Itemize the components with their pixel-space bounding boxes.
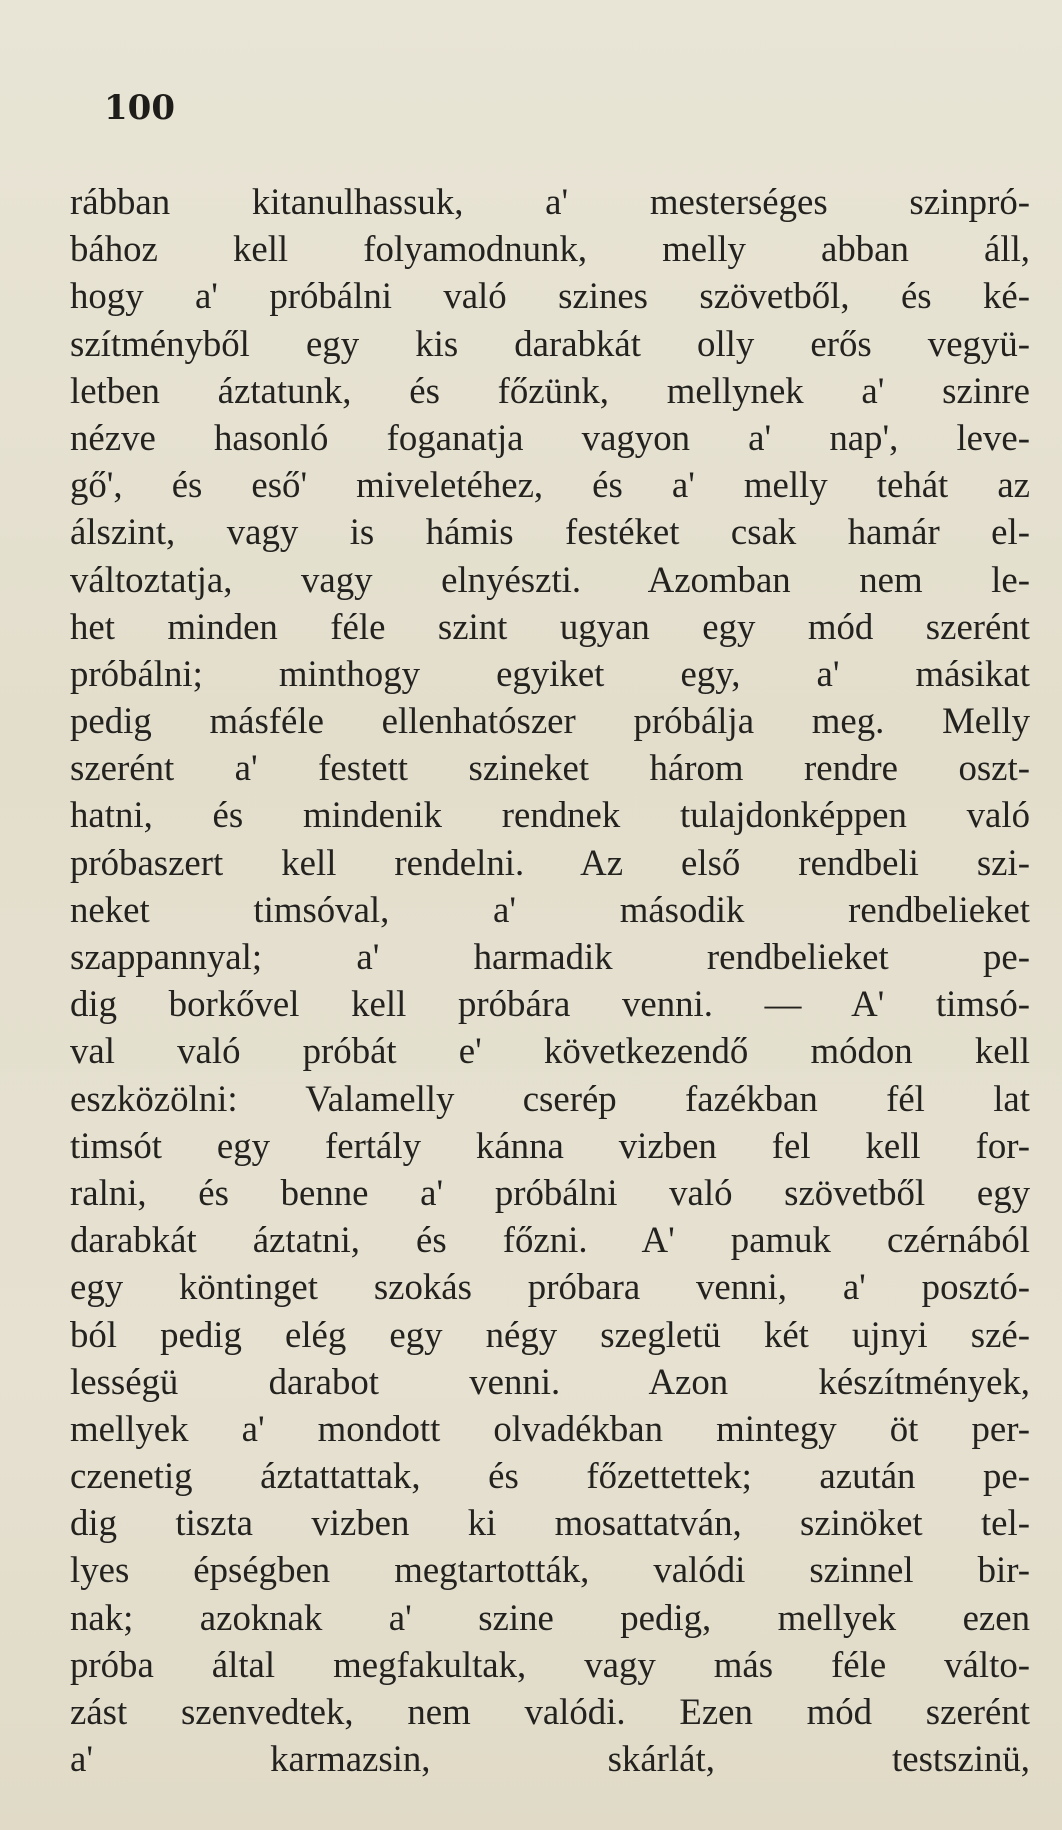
text-line: dig tiszta vizben ki mosattatván, szinöket tel-: [70, 1502, 1030, 1544]
text-line: zást szenvedtek, nem valódi. Ezen mód szerént: [70, 1691, 1030, 1732]
text-line: neket timsóval, a' második rendbelieket: [70, 888, 1030, 930]
text-line: het minden féle szint ugyan egy mód szerént: [70, 605, 1030, 647]
text-line: hogy a' próbálni való szines szövetből, és ké-: [70, 275, 1030, 317]
body-text: [70, 178, 1030, 1782]
text-line: szappannyal; a' harmadik rendbelieket pe-: [70, 936, 1030, 977]
text-line: dig borkővel kell próbára venni. — A' timsó-: [70, 983, 1030, 1025]
text-line: czenetig áztattattak, és főzettettek; azután pe-: [70, 1455, 1030, 1497]
text-line: val való próbát e' következendő módon kell: [70, 1030, 1030, 1072]
text-line: változtatja, vagy elnyészti. Azomban nem le-: [70, 558, 1030, 600]
text-line: próbálni; minthogy egyiket egy, a' másikat: [70, 652, 1030, 694]
text-line: rábban kitanulhassuk, a' mesterséges szinpró-: [70, 181, 1030, 222]
text-line: bához kell folyamodnunk, melly abban áll,: [70, 228, 1030, 270]
text-line: mellyek a' mondott olvadékban mintegy öt per-: [70, 1407, 1030, 1449]
text-line: pedig másféle ellenhatószer próbálja meg. Melly: [70, 700, 1030, 742]
text-line: álszint, vagy is hámis festéket csak hamár el-: [70, 511, 1030, 553]
text-line: egy köntinget szokás próbara venni, a' posztó-: [70, 1266, 1030, 1308]
text-line: szítményből egy kis darabkát olly erős vegyü-: [70, 322, 1030, 364]
text-line: hatni, és mindenik rendnek tulajdonképpen való: [70, 794, 1030, 836]
text-line: próba által megfakultak, vagy más féle válto-: [70, 1643, 1030, 1685]
text-line: ralni, és benne a' próbálni való szövetből egy: [70, 1171, 1030, 1213]
text-line: timsót egy fertály kánna vizben fel kell for-: [70, 1124, 1030, 1166]
text-line: a' karmazsin, skárlát, testszinü,: [70, 1738, 1030, 1780]
text-line: szerént a' festett szineket három rendre oszt-: [70, 747, 1030, 789]
page-number: 100: [104, 88, 175, 128]
text-line: lyes épségben megtartották, valódi szinnel bir-: [70, 1549, 1030, 1591]
text-line: ból pedig elég egy négy szegletü két ujnyi szé-: [70, 1313, 1030, 1355]
text-line: letben áztatunk, és főzünk, mellynek a' szinre: [70, 369, 1030, 411]
text-line: lességü darabot venni. Azon készítmények,: [70, 1360, 1030, 1402]
text-line: darabkát áztatni, és főzni. A' pamuk czérnából: [70, 1219, 1030, 1261]
text-line: nézve hasonló foganatja vagyon a' nap', leve-: [70, 416, 1030, 458]
text-line: nak; azoknak a' szine pedig, mellyek ezen: [70, 1596, 1030, 1638]
text-line: eszközölni: Valamelly cserép fazékban fél lat: [70, 1077, 1030, 1119]
text-line: gő', és eső' miveletéhez, és a' melly tehát az: [70, 464, 1030, 506]
text-line: próbaszert kell rendelni. Az első rendbeli szi-: [70, 841, 1030, 883]
